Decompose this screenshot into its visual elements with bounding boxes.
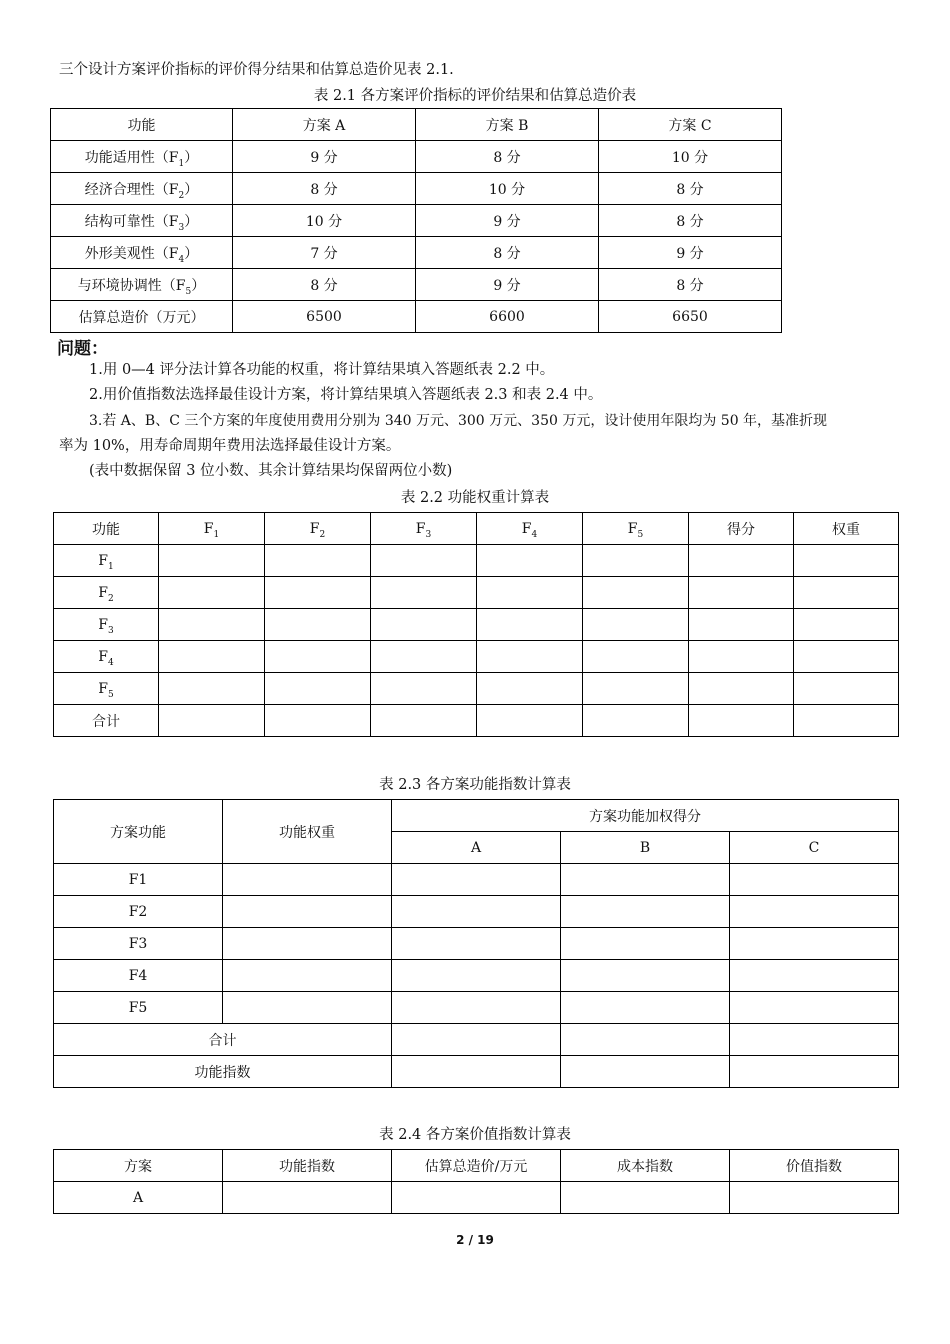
table21-cell-b: 8 分 <box>416 237 599 269</box>
table23-header-row <box>54 800 899 832</box>
table-row <box>54 1024 899 1056</box>
table22-row-label: $F_5$ <box>54 673 159 705</box>
table-row <box>51 205 782 237</box>
table24-header-row <box>54 1150 899 1182</box>
table-row <box>54 928 899 960</box>
table24-header-cell: 价值指数 <box>730 1150 899 1182</box>
question-2: 2.用价值指数法选择最佳设计方案，将计算结果填入答题纸表 2.3 和表 2.4 中。 <box>89 387 603 403</box>
table21-cell-c: 8 分 <box>599 269 782 301</box>
table-row <box>54 1182 899 1214</box>
table24-empty-cell <box>392 1182 561 1214</box>
table22-empty-cell <box>265 545 371 577</box>
intro-text: 三个设计方案评价指标的评价得分结果和估算总造价见表 2.1. <box>59 62 454 78</box>
table23-empty-cell <box>392 1056 561 1088</box>
table23-header-b: B <box>561 832 730 864</box>
table21-criterion: 结构可靠性$(F_3)$ <box>51 205 233 237</box>
table21-criterion: 功能适用性$(F_1)$ <box>51 141 233 173</box>
table23-header-group: 方案功能加权得分 <box>392 800 899 832</box>
table22-empty-cell <box>159 609 265 641</box>
table24 <box>53 1149 899 1214</box>
table22-empty-cell <box>794 577 899 609</box>
table23-empty-cell <box>223 992 392 1024</box>
table21-cell-a: 10 分 <box>233 205 416 237</box>
table22-empty-cell <box>689 545 794 577</box>
table21-cell-a: 6500 <box>233 301 416 333</box>
table21-header-cell: 方案 C <box>599 109 782 141</box>
table22-empty-cell <box>477 609 583 641</box>
table21-cell-b: 8 分 <box>416 141 599 173</box>
table23-empty-cell <box>730 1024 899 1056</box>
table23-empty-cell <box>561 1024 730 1056</box>
table22-empty-cell <box>794 545 899 577</box>
table22-empty-cell <box>159 641 265 673</box>
table22-header-f2: $F_2$ <box>265 513 371 545</box>
table22-empty-cell <box>371 641 477 673</box>
table22-header-f4: $F_4$ <box>477 513 583 545</box>
table24-row-label: A <box>54 1182 223 1214</box>
question-3-line1: 3.若 A、B、C 三个方案的年度使用费用分别为 340 万元、300 万元、350 万元，设计使用年限均为 50 年，基准折现 <box>89 413 828 429</box>
table22-empty-cell <box>371 609 477 641</box>
table23-header-a: A <box>392 832 561 864</box>
table23-empty-cell <box>392 928 561 960</box>
table22-row-label: $F_2$ <box>54 577 159 609</box>
table22-empty-cell <box>477 577 583 609</box>
table-row <box>54 577 899 609</box>
table22-header-f5: $F_5$ <box>583 513 689 545</box>
table24-caption: 表 2.4 各方案价值指数计算表 <box>379 1127 571 1143</box>
table23-row-label: F3 <box>54 928 223 960</box>
table24-header-cell: 功能指数 <box>223 1150 392 1182</box>
question-3-line2: 率为 10%，用寿命周期年费用法选择最佳设计方案。 <box>59 438 401 454</box>
table23-caption: 表 2.3 各方案功能指数计算表 <box>379 777 571 793</box>
table23-row-label: F5 <box>54 992 223 1024</box>
table23-empty-cell <box>561 1056 730 1088</box>
table21-cell-b: 6600 <box>416 301 599 333</box>
table21-header-cell: 功能 <box>51 109 233 141</box>
table22-empty-cell <box>477 545 583 577</box>
table21-cell-b: 9 分 <box>416 269 599 301</box>
table22-empty-cell <box>159 705 265 737</box>
table-row <box>54 641 899 673</box>
table22-row-label: $F_4$ <box>54 641 159 673</box>
table23-empty-cell <box>392 1024 561 1056</box>
table21-cell-a: 8 分 <box>233 269 416 301</box>
table22-empty-cell <box>265 641 371 673</box>
table-row <box>51 173 782 205</box>
table22-empty-cell <box>477 673 583 705</box>
table22-empty-cell <box>689 673 794 705</box>
rounding-note: (表中数据保留 3 位小数、其余计算结果均保留两位小数) <box>89 463 453 479</box>
table23-index-label: 功能指数 <box>54 1056 392 1088</box>
table21-header-row <box>51 109 782 141</box>
table-row <box>51 301 782 333</box>
table22-empty-cell <box>794 641 899 673</box>
table22-empty-cell <box>371 545 477 577</box>
table23-empty-cell <box>561 928 730 960</box>
table22-row-label: $F_3$ <box>54 609 159 641</box>
table21-cell-a: 7 分 <box>233 237 416 269</box>
table22-empty-cell <box>583 609 689 641</box>
table22-empty-cell <box>477 641 583 673</box>
table24-empty-cell <box>561 1182 730 1214</box>
table-row <box>54 992 899 1024</box>
table21-cell-c: 6650 <box>599 301 782 333</box>
table23-empty-cell <box>392 960 561 992</box>
table23-header-weight: 功能权重 <box>223 800 392 864</box>
table21-cell-c: 9 分 <box>599 237 782 269</box>
question-1: 1.用 0—4 评分法计算各功能的权重，将计算结果填入答题纸表 2.2 中。 <box>89 362 555 378</box>
table22-empty-cell <box>159 673 265 705</box>
table22-empty-cell <box>371 705 477 737</box>
table22-header-func: 功能 <box>54 513 159 545</box>
table-row <box>54 545 899 577</box>
table23-empty-cell <box>223 928 392 960</box>
table21-cell-c: 8 分 <box>599 173 782 205</box>
table-row <box>54 1056 899 1088</box>
table23-empty-cell <box>730 928 899 960</box>
table21-caption: 表 2.1 各方案评价指标的评价结果和估算总造价表 <box>313 88 637 104</box>
table22-row-label: $F_1$ <box>54 545 159 577</box>
table-row <box>51 141 782 173</box>
table23-header-func: 方案功能 <box>54 800 223 864</box>
table22-header-weight: 权重 <box>794 513 899 545</box>
table22-empty-cell <box>159 545 265 577</box>
table22-total-label: 合计 <box>54 705 159 737</box>
table-row <box>54 609 899 641</box>
table21-header-cell: 方案 A <box>233 109 416 141</box>
table22-empty-cell <box>689 609 794 641</box>
table21-cell-c: 8 分 <box>599 205 782 237</box>
table24-empty-cell <box>223 1182 392 1214</box>
table-row <box>51 269 782 301</box>
table24-header-cell: 成本指数 <box>561 1150 730 1182</box>
table23-empty-cell <box>730 896 899 928</box>
table21 <box>50 108 782 333</box>
table23-empty-cell <box>730 960 899 992</box>
table22-header-f3: $F_3$ <box>371 513 477 545</box>
table22-header-row <box>54 513 899 545</box>
table-row <box>54 673 899 705</box>
table22-empty-cell <box>583 705 689 737</box>
table22-empty-cell <box>583 545 689 577</box>
table21-criterion: 外形美观性$(F_4)$ <box>51 237 233 269</box>
table-row <box>54 864 899 896</box>
table21-cell-b: 10 分 <box>416 173 599 205</box>
table22-empty-cell <box>794 673 899 705</box>
table22-empty-cell <box>689 577 794 609</box>
table22-empty-cell <box>159 577 265 609</box>
table23-empty-cell <box>730 1056 899 1088</box>
table22-empty-cell <box>583 577 689 609</box>
table21-cell-a: 9 分 <box>233 141 416 173</box>
table22-empty-cell <box>265 673 371 705</box>
table21-cell-a: 8 分 <box>233 173 416 205</box>
table23-row-label: F4 <box>54 960 223 992</box>
table23-empty-cell <box>730 992 899 1024</box>
table23-empty-cell <box>392 992 561 1024</box>
table23-total-label: 合计 <box>54 1024 392 1056</box>
table23-row-label: F2 <box>54 896 223 928</box>
table22 <box>53 512 899 737</box>
table22-empty-cell <box>265 705 371 737</box>
table23 <box>53 799 899 1088</box>
table21-criterion: 经济合理性$(F_2)$ <box>51 173 233 205</box>
table22-empty-cell <box>371 577 477 609</box>
table23-empty-cell <box>223 960 392 992</box>
table-row <box>54 960 899 992</box>
table22-empty-cell <box>265 577 371 609</box>
table22-empty-cell <box>477 705 583 737</box>
table24-empty-cell <box>730 1182 899 1214</box>
table21-cell-b: 9 分 <box>416 205 599 237</box>
table23-empty-cell <box>561 960 730 992</box>
table21-criterion: 估算总造价（万元） <box>51 301 233 333</box>
table23-empty-cell <box>561 992 730 1024</box>
table23-empty-cell <box>561 896 730 928</box>
table23-row-label: F1 <box>54 864 223 896</box>
table23-empty-cell <box>392 896 561 928</box>
table-row <box>54 705 899 737</box>
table24-header-cell: 估算总造价/万元 <box>392 1150 561 1182</box>
table22-header-f1: $F_1$ <box>159 513 265 545</box>
table22-empty-cell <box>689 641 794 673</box>
table23-empty-cell <box>561 864 730 896</box>
table23-empty-cell <box>392 864 561 896</box>
table-row <box>51 237 782 269</box>
table23-empty-cell <box>223 864 392 896</box>
table22-caption: 表 2.2 功能权重计算表 <box>400 490 550 506</box>
table22-empty-cell <box>583 641 689 673</box>
table21-header-cell: 方案 B <box>416 109 599 141</box>
table23-empty-cell <box>730 864 899 896</box>
table21-criterion: 与环境协调性$(F_5)$ <box>51 269 233 301</box>
page-number: 2 / 19 <box>456 1233 494 1247</box>
table-row <box>54 896 899 928</box>
table23-empty-cell <box>223 896 392 928</box>
table22-empty-cell <box>794 609 899 641</box>
table22-empty-cell <box>371 673 477 705</box>
table22-empty-cell <box>794 705 899 737</box>
table22-empty-cell <box>689 705 794 737</box>
table23-header-c: C <box>730 832 899 864</box>
table21-cell-c: 10 分 <box>599 141 782 173</box>
questions-heading: 问题： <box>57 339 108 359</box>
table22-empty-cell <box>583 673 689 705</box>
table22-header-score: 得分 <box>689 513 794 545</box>
table24-header-cell: 方案 <box>54 1150 223 1182</box>
table22-empty-cell <box>265 609 371 641</box>
